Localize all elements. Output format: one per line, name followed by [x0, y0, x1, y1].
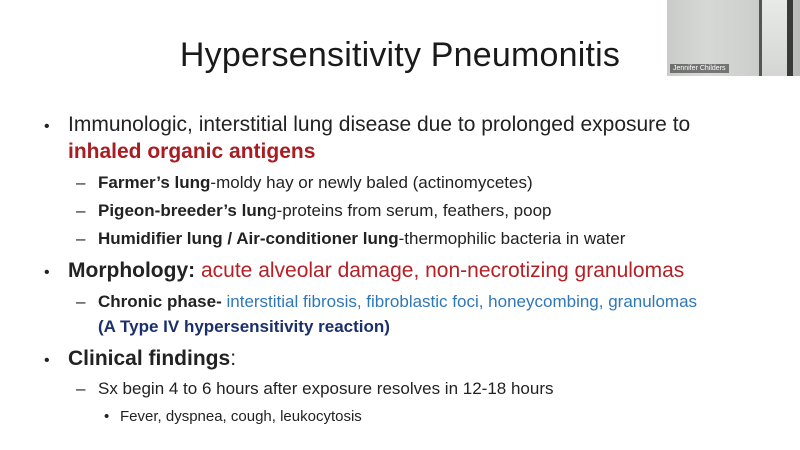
dash-marker: – [76, 379, 86, 398]
bullet-dot: • [44, 264, 50, 281]
dash-marker: – [76, 229, 86, 248]
clinical-findings-colon: : [230, 347, 237, 370]
bullet-dot: • [44, 118, 50, 135]
morphology-highlight: acute alveolar damage, non-necrotizing granulomas [200, 259, 685, 282]
sub-bullet-bold: Pigeon-breeder’s lun [98, 201, 268, 220]
morphology-label: Morphology: [68, 259, 196, 282]
webcam-background-bar [787, 0, 793, 76]
sub-bullet-farmers-lung [76, 173, 533, 193]
bullet-3-clinical-findings [68, 347, 236, 371]
sub-bullet-bold: Humidifier lung / Air-conditioner lung [98, 229, 399, 248]
sub-bullet-pigeon-breeders-lung [76, 201, 552, 221]
sub-bullet-humidifier-lung [76, 229, 625, 249]
dash-marker: – [76, 173, 86, 192]
dash-marker: – [76, 201, 86, 220]
bullet-dot: • [44, 352, 50, 369]
dash-marker: – [76, 292, 86, 311]
sub-bullet-text: -moldy hay or newly baled (actinomycetes) [210, 173, 533, 192]
chronic-phase-label: Chronic phase- [98, 292, 222, 311]
clinical-findings-label: Clinical findings [68, 347, 231, 370]
bullet-1-text: Immunologic, interstitial lung disease due to prolonged exposure to [68, 113, 691, 136]
bullet-1-highlight: inhaled organic antigens [68, 140, 316, 163]
sub-bullet-bold: Farmer’s lung [98, 173, 211, 192]
participant-name: Jennifer Childers [670, 64, 729, 73]
sub-bullet-chronic-phase [76, 292, 697, 312]
bullet-dot: • [104, 408, 110, 425]
symptom-onset-text: Sx begin 4 to 6 hours after exposure resolves in 12-18 hours [98, 379, 554, 398]
sub-bullet-text: g-proteins from serum, feathers, poop [267, 201, 552, 220]
sub-sub-bullet-symptoms [104, 408, 362, 425]
bullet-2-morphology [68, 259, 684, 283]
sub-bullet-symptom-onset [76, 379, 554, 399]
chronic-phase-findings: interstitial fibrosis, fibroblastic foci, honeycombing, granulomas [226, 292, 698, 311]
slide-title: Hypersensitivity Pneumonitis [179, 36, 621, 74]
sub-bullet-text: -thermophilic bacteria in water [398, 229, 626, 248]
symptoms-text: Fever, dyspnea, cough, leukocytosis [120, 408, 362, 425]
type-iv-note: (A Type IV hypersensitivity reaction) [98, 317, 390, 336]
webcam-thumbnail[interactable] [667, 0, 800, 76]
